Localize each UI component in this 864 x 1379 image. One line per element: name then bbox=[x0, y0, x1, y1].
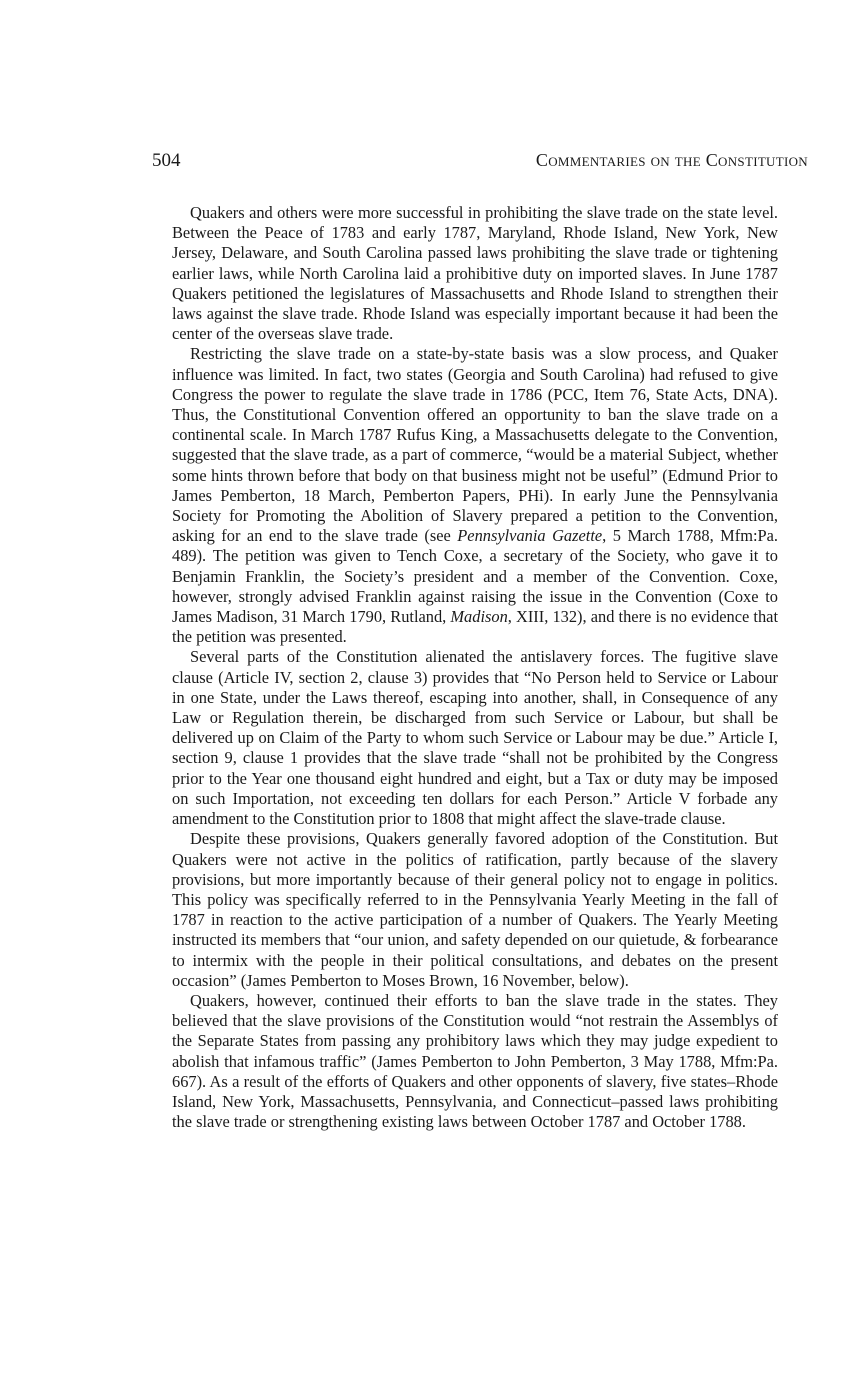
text-run: , XIII, 132), and there is no evidence that the petition was presented. bbox=[172, 607, 778, 647]
text-run: , 5 March 1788, Mfm:Pa. 489). The petition was given to Tench Coxe, a secretary of the Society, who gave it to Benjamin Franklin, the Society’s president and a member of the Convention. Coxe, however, strongly advised Franklin against raising the issue in the Convention (Coxe to James Madison, 31 March 1790, Rutland, bbox=[172, 526, 779, 627]
body-text bbox=[172, 203, 778, 1132]
paragraph bbox=[172, 829, 778, 991]
italic-title: Pennsylvania Gazette bbox=[457, 526, 603, 546]
running-head: Commentaries on the Constitution bbox=[535, 150, 808, 170]
page-header bbox=[152, 150, 808, 174]
text-run: Despite these provisions, Quakers generally favored adoption of the Constitution. But Quakers were not active in the politics of ratification, partly because of the slavery provisions, but more importantly because of their general policy not to engage in politics. This policy was specifically referred to in the Pennsylvania Yearly Meeting in the fall of 1787 in reaction to the active participation of a number of Quakers. The Yearly Meeting instructed its members that “our union, and safety depended on our quietude, & forbearance to intermix with the people in their political consultations, and debates on the present occasion” (James Pemberton to Moses Brown, 16 November, below). bbox=[172, 829, 778, 990]
paragraph bbox=[172, 203, 778, 344]
paragraph bbox=[172, 991, 778, 1132]
italic-title: Madison bbox=[450, 607, 508, 627]
text-run: Restricting the slave trade on a state-by-state basis was a slow process, and Quaker influence was limited. In fact, two states (Georgia and South Carolina) had refused to give Congress the power to regulate the slave trade in 1786 (PCC, Item 76, State Acts, DNA). Thus, the Constitutional Convention offered an opportunity to ban the slave trade on a continental scale. In March 1787 Rufus King, a Massachusetts delegate to the Convention, suggested that the slave trade, as a part of commerce, “would be a material Subject, whether some hints thrown before that body on that business might not be useful” (Edmund Prior to James Pemberton, 18 March, Pemberton Papers, PHi). In early June the Pennsylvania Society for Promoting the Abolition of Slavery prepared a petition to the Convention, asking for an end to the slave trade (see bbox=[172, 344, 778, 546]
text-run: Several parts of the Constitution alienated the antislavery forces. The fugitive slave clause (Article IV, section 2, clause 3) provides that “No Person held to Service or Labour in one State, under the Laws thereof, escaping into another, shall, in Consequence of any Law or Regulation therein, be discharged from such Service or Labour, but shall be delivered up on Claim of the Party to whom such Service or Labour may be due.” Article I, section 9, clause 1 provides that the slave trade “shall not be prohibited by the Congress prior to the Year one thousand eight hundred and eight, but a Tax or duty may be imposed on such Importation, not exceeding ten dollars for each Person.” Article V forbade any amendment to the Constitution prior to 1808 that might affect the slave-trade clause. bbox=[172, 647, 778, 829]
text-run: Quakers, however, continued their efforts to ban the slave trade in the states. They believed that the slave provisions of the Constitution would “not restrain the Assemblys of the Separate States from passing any prohibitory laws which they may judge expedient to abolish that infamous traffic” (James Pemberton to John Pemberton, 3 May 1788, Mfm:Pa. 667). As a result of the efforts of Quakers and other opponents of slavery, five states–Rhode Island, New York, Massachusetts, Pennsylvania, and Connecticut–passed laws prohibiting the slave trade or strengthening existing laws between October 1787 and October 1788. bbox=[172, 990, 778, 1132]
page-number: 504 bbox=[152, 150, 181, 171]
text-run: Quakers and others were more successful in prohibiting the slave trade on the state level. Between the Peace of 1783 and early 1787, Maryland, Rhode Island, New York, New Jersey, Delaware, and South Carolina passed laws prohibiting the slave trade or tightening earlier laws, while North Carolina laid a prohibitive duty on imported slaves. In June 1787 Quakers petitioned the legislatures of Massachusetts and Rhode Island to strengthen their laws against the slave trade. Rhode Island was especially important because it had been the center of the overseas slave trade. bbox=[172, 203, 778, 344]
paragraph bbox=[172, 344, 778, 647]
paragraph bbox=[172, 647, 778, 829]
